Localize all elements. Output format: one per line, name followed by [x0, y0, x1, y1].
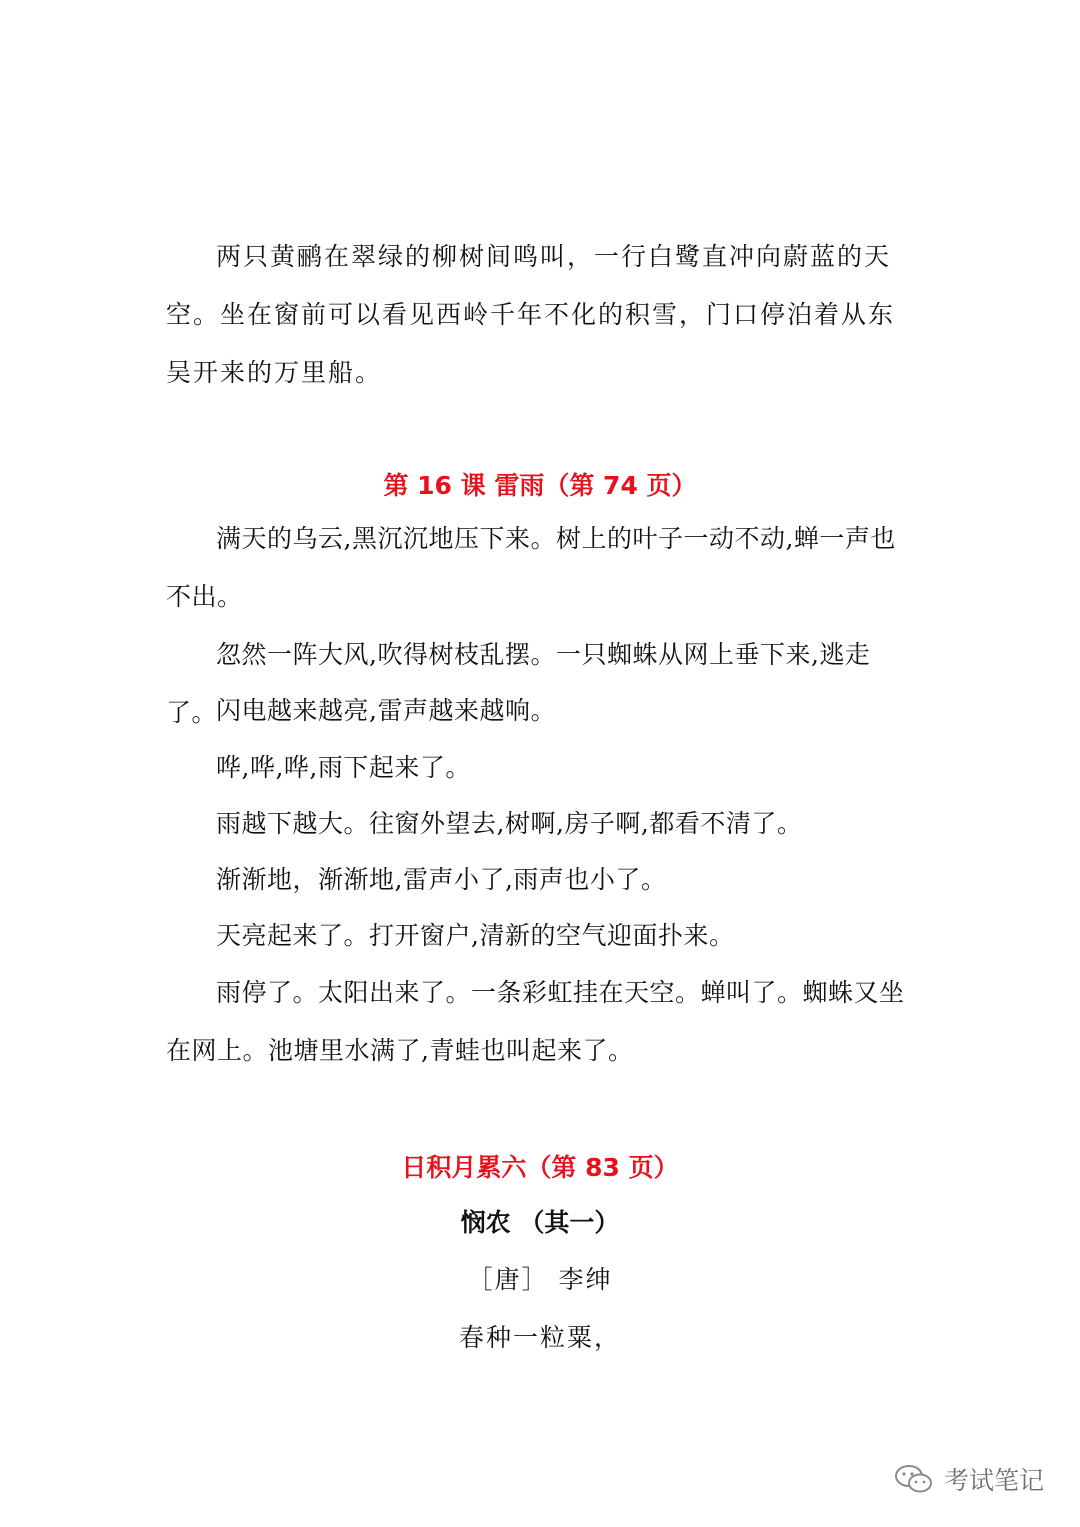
- lesson-16-heading: 第 16 课 雷雨（第 74 页）: [383, 471, 697, 500]
- wechat-icon: [894, 1464, 934, 1494]
- lesson-paragraph-8: 雨停了。太阳出来了。一条彩虹挂在天空。蝉叫了。蜘蛛又坐在网上。池塘里水满了,青蛙也叫起来了。: [166, 978, 905, 1065]
- poem-author: ［唐］ 李绅: [467, 1265, 613, 1294]
- lesson-paragraph-4: 哗,哗,哗,雨下起来了。: [216, 753, 471, 782]
- poem-line-1: 春种一粒粟，: [458, 1323, 621, 1352]
- lesson-paragraph-7: 天亮起来了。打开窗户,清新的空气迎面扑来。: [216, 921, 735, 950]
- lesson-paragraph-2: 忽然一阵大风,吹得树枝乱摆。一只蜘蛛从网上垂下来,逃走了。: [166, 640, 871, 727]
- lesson-paragraph-1: 满天的乌云,黑沉沉地压下来。树上的叶子一动不动,蝉一声也不出。: [166, 524, 896, 611]
- lesson-paragraph-6: 渐渐地，渐渐地,雷声小了,雨声也小了。: [216, 865, 667, 894]
- poem-title: 悯农 （其一）: [460, 1208, 620, 1237]
- watermark-text: 考试笔记: [943, 1466, 1044, 1495]
- lesson-paragraph-5: 雨越下越大。往窗外望去,树啊,房子啊,都看不清了。: [216, 809, 803, 838]
- section-6-heading: 日积月累六（第 83 页）: [401, 1153, 679, 1182]
- lesson-paragraph-3: 闪电越来越亮,雷声越来越响。: [216, 696, 556, 725]
- watermark: [894, 1461, 1044, 1497]
- intro-paragraph: 两只黄鹂在翠绿的柳树间鸣叫，一行白鹭直冲向蔚蓝的天空。坐在窗前可以看见西岭千年不化的积雪，门口停泊着从东吴开来的万里船。: [166, 242, 896, 387]
